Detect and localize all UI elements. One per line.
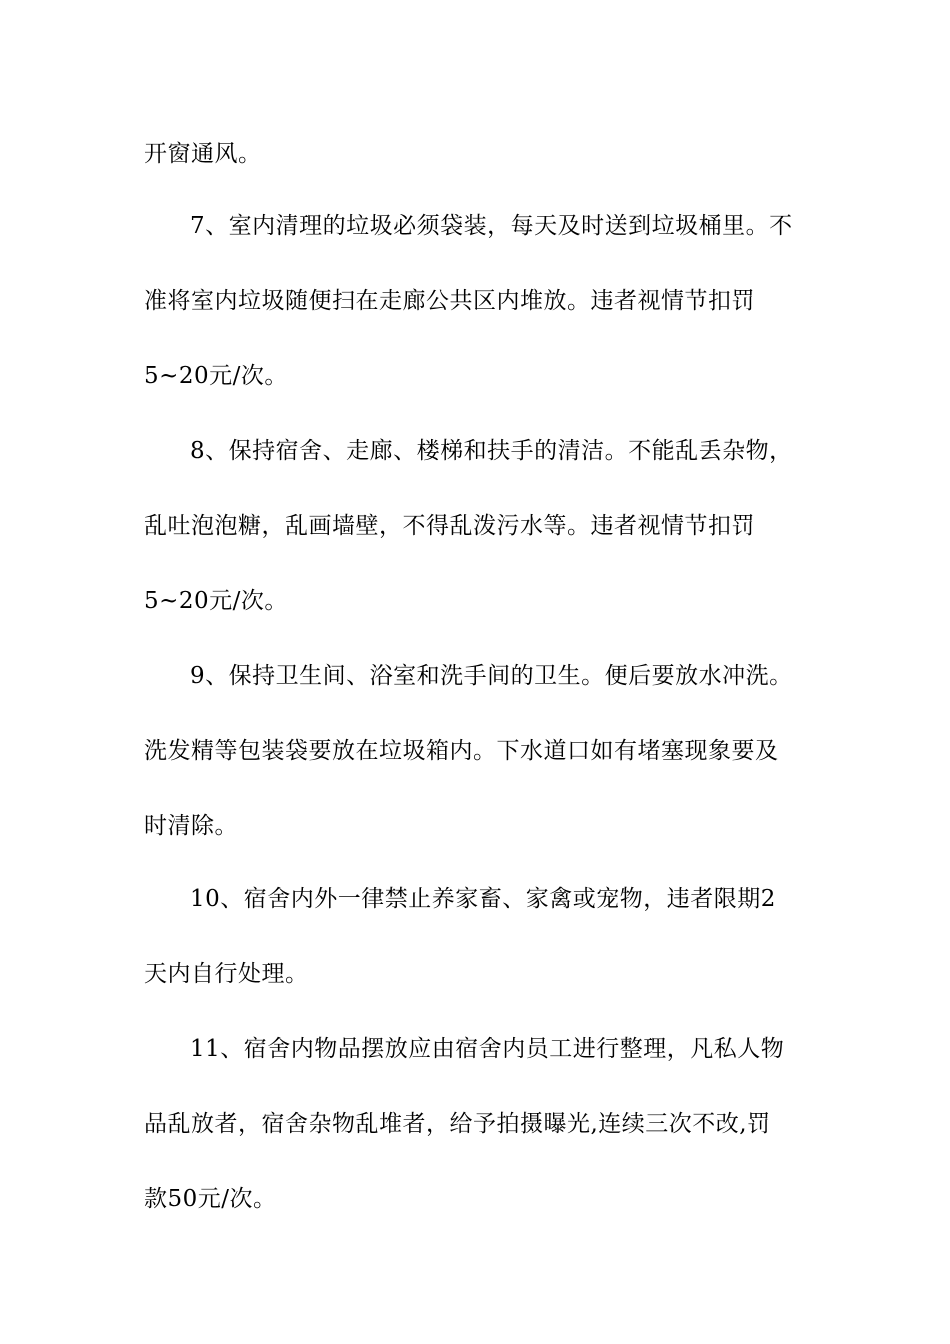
text-line: 8、保持宿舍、走廊、楼梯和扶手的清洁。不能乱丢杂物， xyxy=(190,438,793,464)
text-line: 9、保持卫生间、浴室和洗手间的卫生。便后要放水冲洗。 xyxy=(190,663,793,689)
text-line: 开窗通风。 xyxy=(144,141,262,167)
text-line: 洗发精等包装袋要放在垃圾箱内。下水道口如有堵塞现象要及 xyxy=(144,738,779,764)
text-line: 7、室内清理的垃圾必须袋装，每天及时送到垃圾桶里。不 xyxy=(190,213,793,239)
text-line: 5~20元/次。 xyxy=(144,588,288,614)
text-line: 11、宿舍内物品摆放应由宿舍内员工进行整理，凡私人物 xyxy=(190,1036,785,1062)
text-line: 10、宿舍内外一律禁止养家畜、家禽或宠物，违者限期2 xyxy=(190,886,776,912)
text-line: 乱吐泡泡糖，乱画墙壁，不得乱泼污水等。违者视情节扣罚 xyxy=(144,513,755,539)
text-line: 时清除。 xyxy=(144,813,238,839)
text-line: 品乱放者，宿舍杂物乱堆者，给予拍摄曝光,连续三次不改,罚 xyxy=(144,1111,771,1137)
text-line: 款50元/次。 xyxy=(144,1186,277,1212)
text-line: 准将室内垃圾随便扫在走廊公共区内堆放。违者视情节扣罚 xyxy=(144,288,755,314)
text-line: 5~20元/次。 xyxy=(144,363,288,389)
text-line: 天内自行处理。 xyxy=(144,961,309,987)
